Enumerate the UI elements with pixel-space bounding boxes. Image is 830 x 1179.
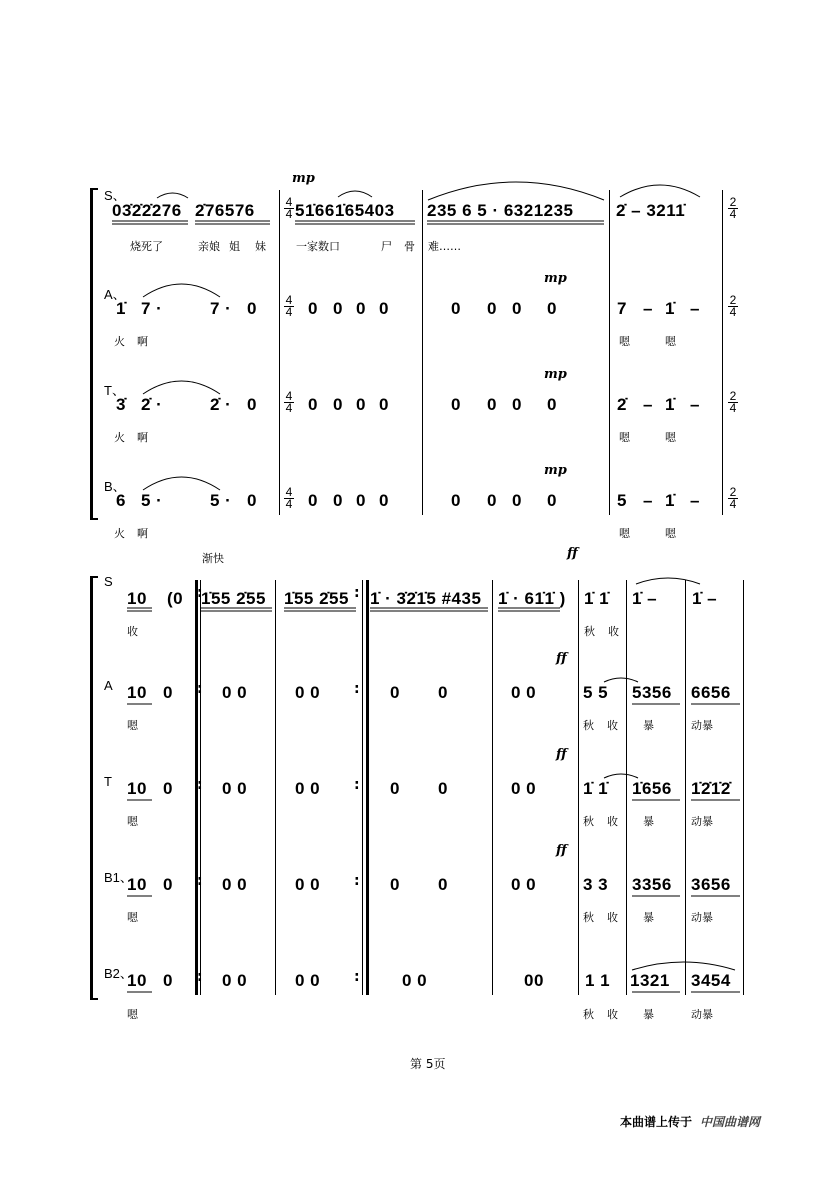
slur-tenor [143,381,220,394]
notes-s2-soprano-9: 1̇ – [692,589,718,608]
dynamic-ff-tenor: ff [556,747,567,762]
notes-s2-bass1-2: 0 [163,875,173,894]
notes-s2-bass2-4: 0 0 [295,971,321,990]
notes-alto-4: 0 [247,299,257,318]
notes-s2-soprano-4: 1̇55 2̇55 [284,589,349,608]
notes-tenor-8: 0 [512,395,522,414]
lyric-s2-bass2-3: 收 [607,1008,618,1021]
repeat-dots-close-soprano: : [354,585,360,601]
notes-s2-bass1-7: 0 0 [511,875,537,894]
notes-s2-tenor-6: 0 [438,779,448,798]
notes-s2-bass2-5: 0 0 [402,971,428,990]
lyric-s-1: 烧死了 [130,240,163,253]
dynamic-ff-bass1: ff [556,843,567,858]
time-signature-4-4: 4 4 [285,195,293,221]
notes-s2-tenor-4: 0 0 [295,779,321,798]
time-signature-4-4-tenor: 4 4 [285,389,293,415]
notes-tenor-13: – [690,395,700,414]
notes-s2-tenor-5: 0 [390,779,400,798]
lyric-s2-alto-5: 动暴 [691,719,713,732]
lyric-alto-1: 火 [114,335,125,348]
notes-s2-bass2-3: 0 0 [222,971,248,990]
notes-alto-9: 0 [547,299,557,318]
system2-brace-bottom [90,998,98,1000]
part-label-alto: A、 [104,287,126,302]
notes-alto-r2: 0 [333,299,343,318]
notes-s2-bass1-4: 0 0 [295,875,321,894]
lyric-s-3: 姐 [229,240,240,253]
lyric-s2-alto-2: 秋 [583,719,594,732]
slur-soprano-long [428,182,604,200]
lyric-s2-bass1-1: 嗯 [127,911,138,924]
lyric-tenor-4: 嗯 [665,431,676,444]
part-label-bass: B、 [104,479,126,494]
lyric-s2-soprano-1: 收 [127,625,138,638]
notes-tenor-2: 2̇ · [141,395,163,414]
system2-repeat-end-thin [362,580,363,995]
lyric-tenor-2: 啊 [137,431,148,444]
system2-repeat-end-thick [366,580,369,995]
notes-alto-2: 7 · [141,299,163,318]
dynamic-ff-alto: ff [556,651,567,666]
slur-alto [143,284,220,297]
time-signature-2-4-tenor: 2 4 [729,389,737,415]
notes-tenor-r1: 0 [308,395,318,414]
lyric-s2-bass2-5: 动暴 [691,1008,713,1021]
notes-s2-tenor-8: 1̇ 1̇ [583,779,609,798]
notes-s-m3: 235 6 5 · 6321235 [427,201,574,220]
part-label-s2-soprano: S [104,574,113,589]
notes-s2-alto-9: 5356 [632,683,672,702]
notes-alto-r3: 0 [356,299,366,318]
notes-bass-8: 0 [512,491,522,510]
slur-soprano-m2 [338,191,372,197]
lyric-s-4: 妹 [255,240,266,253]
lyric-s2-tenor-2: 秋 [583,815,594,828]
lyric-s2-bass2-2: 秋 [583,1008,594,1021]
slur-bass [143,477,220,490]
notes-alto-7: 0 [487,299,497,318]
lyric-s2-alto-4: 暴 [643,719,654,732]
lyric-s2-bass1-2: 秋 [583,911,594,924]
notes-s2-tenor-3: 0 0 [222,779,248,798]
notes-tenor-10: 2̇ [617,395,627,414]
page-number: 第 5页 [410,1057,446,1071]
notes-s2-soprano-5: 1̇ · 3̇2̇1̇5 #435 [370,589,482,608]
lyric-s2-tenor-4: 暴 [643,815,654,828]
notes-s2-bass2-2: 0 [163,971,173,990]
notes-bass-13: – [690,491,700,510]
notes-s2-bass2-6: 00 [524,971,544,990]
time-signature-2-4-alto: 2 4 [729,293,737,319]
notes-s2-soprano-2: (0 [167,589,184,608]
notes-alto-r4: 0 [379,299,389,318]
repeat-dots-open-tenor: : [197,777,203,793]
time-signature-2-4: 2 4 [729,195,737,221]
notes-bass-r3: 0 [356,491,366,510]
notes-tenor-7: 0 [487,395,497,414]
lyric-bass-4: 嗯 [665,527,676,540]
notes-s2-soprano-6: 1̇ · 61̇1̇ ) [498,589,566,608]
footer-site-logo: 中国曲谱网 [700,1115,761,1129]
notes-s2-bass2-7: 1 1 [585,971,611,990]
lyric-s-7: 骨 [404,240,415,253]
system2-barline-5 [578,580,579,995]
notes-s2-tenor-9: 1̇656 [632,779,672,798]
repeat-dots-close-bass1: : [354,873,360,889]
notes-alto-3: 7 · [210,299,232,318]
lyric-s-6: 尸 [381,240,392,253]
notes-alto-12: 1̇ [665,299,675,318]
lyric-s2-bass1-5: 动暴 [691,911,713,924]
lyric-s2-soprano-2: 秋 [584,625,595,638]
notes-alto-13: – [690,299,700,318]
system2-barline-6 [626,580,627,995]
notes-s2-soprano-7: 1̇ 1̇ [584,589,610,608]
system1-brace [90,188,93,520]
lyric-tenor-3: 嗯 [619,431,630,444]
notes-tenor-11: – [643,395,653,414]
notes-s2-bass1-6: 0 [438,875,448,894]
notes-tenor-9: 0 [547,395,557,414]
lyric-s-2: 亲娘 [198,240,220,253]
notes-alto-10: 7 [617,299,627,318]
dynamic-ff: ff [567,546,578,561]
lyric-s2-alto-3: 收 [607,719,618,732]
notes-s2-alto-7: 0 0 [511,683,537,702]
system2-barline-2 [275,580,276,995]
lyric-alto-2: 啊 [137,335,148,348]
notes-s2-bass1-10: 3656 [691,875,731,894]
notes-bass-6: 0 [451,491,461,510]
notes-s2-tenor-7: 0 0 [511,779,537,798]
notes-tenor-4: 0 [247,395,257,414]
notes-s2-soprano-3: 1̇55 2̇55 [201,589,266,608]
notes-tenor-6: 0 [451,395,461,414]
notes-s2-alto-3: 0 0 [222,683,248,702]
slur-s2-bass2 [632,962,735,970]
system1-barline-3 [609,190,610,515]
system1-barline-1 [279,190,280,515]
notes-bass-12: 1̇ [665,491,675,510]
system2-final-barline [743,580,744,995]
repeat-dots-open-alto: : [197,681,203,697]
part-label-s2-bass1: B1、 [104,870,133,885]
notes-s2-soprano-8: 1̇ – [632,589,658,608]
notes-s2-bass2-9: 3454 [691,971,731,990]
notes-bass-7: 0 [487,491,497,510]
lyric-s2-soprano-3: 收 [608,625,619,638]
notes-s2-tenor-2: 0 [163,779,173,798]
notes-s2-alto-4: 0 0 [295,683,321,702]
notes-alto-8: 0 [512,299,522,318]
notes-bass-9: 0 [547,491,557,510]
notes-tenor-1: 3̇ [116,395,126,414]
notes-bass-3: 5 · [210,491,232,510]
part-label-tenor: T、 [104,383,125,398]
notes-bass-r1: 0 [308,491,318,510]
notes-s2-bass1-5: 0 [390,875,400,894]
slur-s2-soprano [636,578,700,584]
notes-bass-r2: 0 [333,491,343,510]
slur-soprano-m1 [157,193,188,198]
slur-s2-alto [604,678,638,682]
repeat-dots-close-bass2: : [354,969,360,985]
repeat-dots-open-soprano: : [197,585,203,601]
time-signature-2-4-bass: 2 4 [729,485,737,511]
notes-bass-11: – [643,491,653,510]
notes-s2-tenor-1: 10 [127,779,147,798]
notes-s2-bass1-3: 0 0 [222,875,248,894]
lyric-tenor-1: 火 [114,431,125,444]
lyric-bass-2: 啊 [137,527,148,540]
notes-s2-bass1-8: 3 3 [583,875,609,894]
lyric-s2-bass2-1: 嗯 [127,1008,138,1021]
system2-barline-4 [492,580,493,995]
notes-s-m4: 2̇ – 3211̇ [616,201,686,220]
notes-tenor-r2: 0 [333,395,343,414]
slur-soprano-m4 [620,185,700,197]
notes-bass-4: 0 [247,491,257,510]
lyric-s-8: 难…… [428,240,461,253]
tempo-marking: 渐快 [202,552,224,565]
system1-brace-top [90,188,98,190]
repeat-dots-close-alto: : [354,681,360,697]
notes-s2-alto-8: 5 5 [583,683,609,702]
system2-barline-7 [685,580,686,995]
notes-tenor-r3: 0 [356,395,366,414]
system2-brace-top [90,576,98,578]
notes-s2-alto-2: 0 [163,683,173,702]
notes-tenor-r4: 0 [379,395,389,414]
time-signature-4-4-bass: 4 4 [285,485,293,511]
notes-s2-bass1-9: 3356 [632,875,672,894]
notes-alto-1: 1̇ [116,299,126,318]
notes-s-m1a: 03̇2̇2̇276 [112,201,182,220]
lyric-s-5: 一家数口 [296,240,340,253]
notes-bass-2: 5 · [141,491,163,510]
lyric-s2-bass1-4: 暴 [643,911,654,924]
notes-alto-6: 0 [451,299,461,318]
notes-s2-bass2-8: 1321 [630,971,670,990]
slur-s2-tenor [604,774,638,778]
lyric-s2-bass1-3: 收 [607,911,618,924]
repeat-dots-open-bass1: : [197,873,203,889]
lyric-bass-1: 火 [114,527,125,540]
time-signature-4-4-alto: 4 4 [285,293,293,319]
notes-s2-bass2-1: 10 [127,971,147,990]
part-label-s2-tenor: T [104,774,112,789]
lyric-alto-3: 嗯 [619,335,630,348]
part-label-soprano: S、 [104,188,126,203]
system1-barline-2 [422,190,423,515]
part-label-s2-alto: A [104,678,113,693]
notes-s2-alto-5: 0 [390,683,400,702]
lyric-s2-tenor-3: 收 [607,815,618,828]
notes-alto-r1: 0 [308,299,318,318]
dynamic-mp-bass: mp [544,463,567,478]
notes-s-m2: 51̇661̇65403 [295,201,395,220]
dynamic-mp-alto: mp [544,271,567,286]
lyric-bass-3: 嗯 [619,527,630,540]
notes-s2-alto-10: 6656 [691,683,731,702]
notes-s2-alto-1: 10 [127,683,147,702]
repeat-dots-open-bass2: : [197,969,203,985]
notes-s2-bass1-1: 10 [127,875,147,894]
dynamic-mp: mp [292,171,315,186]
system1-brace-bottom [90,518,98,520]
part-label-s2-bass2: B2、 [104,966,133,981]
lyric-s2-tenor-5: 动暴 [691,815,713,828]
notes-s2-alto-6: 0 [438,683,448,702]
notes-tenor-3: 2̇ · [210,395,232,414]
lyric-s2-bass2-4: 暴 [643,1008,654,1021]
dynamic-mp-tenor: mp [544,367,567,382]
system1-barline-4 [722,190,723,515]
notes-s-m1b: 2̇76576 [195,201,255,220]
system2-brace [90,576,93,1000]
notes-alto-11: – [643,299,653,318]
notes-bass-1: 6 [116,491,126,510]
notes-tenor-12: 1̇ [665,395,675,414]
repeat-dots-close-tenor: : [354,777,360,793]
lyric-alto-4: 嗯 [665,335,676,348]
notes-s2-tenor-10: 1̇2̇1̇2̇ [691,779,731,798]
lyric-s2-alto-1: 嗯 [127,719,138,732]
footer-upload-text: 本曲谱上传于 [620,1115,693,1129]
notes-s2-soprano-1: 10 [127,589,147,608]
notes-bass-10: 5 [617,491,627,510]
lyric-s2-tenor-1: 嗯 [127,815,138,828]
notes-bass-r4: 0 [379,491,389,510]
